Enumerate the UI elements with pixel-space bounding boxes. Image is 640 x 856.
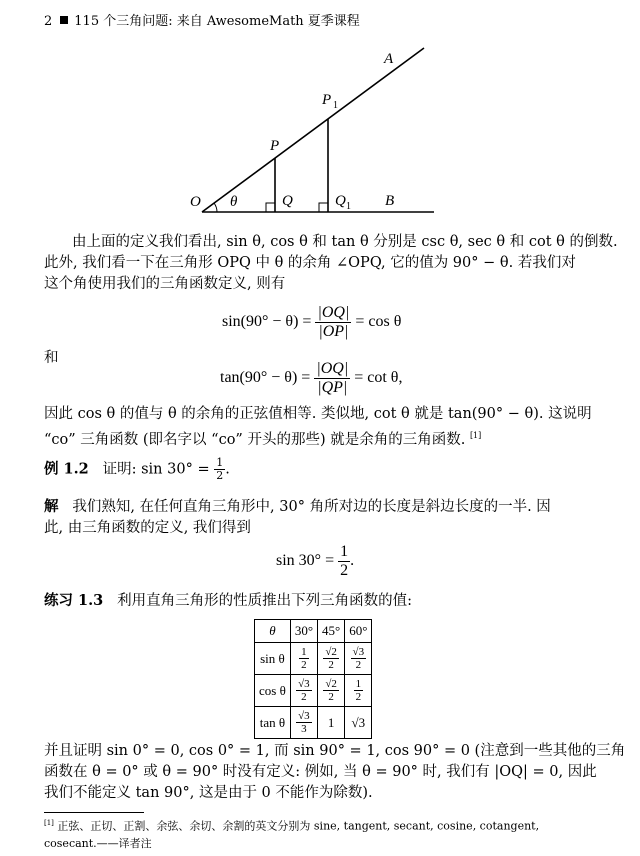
solution-line1: 我们熟知, 在任何直角三角形中, 30° 角所对边的长度是斜边长度的一半. 因: [72, 499, 551, 515]
page-number: 2: [44, 14, 53, 29]
solution-label: 解: [44, 498, 59, 515]
table-cell: [318, 643, 345, 675]
eq1-lhs: sin(90° − θ) =: [222, 313, 312, 331]
table-cell: [318, 675, 345, 707]
example-text: 证明: sin 30° =: [102, 461, 210, 478]
cell-den: 2: [355, 691, 362, 703]
example-label: 例 1.2: [44, 460, 89, 478]
cell-num: 1: [301, 646, 307, 658]
eq2-lhs: tan(90° − θ) =: [220, 369, 311, 387]
eq1-numerator: |OQ|: [317, 304, 350, 321]
label-o: O: [190, 194, 201, 210]
paragraph-definitions: [44, 232, 618, 295]
table-cell: [290, 643, 317, 675]
para3-line2: 函数在 θ = 0° 或 θ = 90° 时没有定义: 例如, 当 θ = 90° 时, 我们有 |OQ| = 0, 因此: [44, 764, 597, 780]
footnote-mark: [1]: [44, 819, 54, 827]
table-row: [255, 707, 372, 739]
footnote-divider: [44, 812, 144, 813]
label-p: P: [270, 138, 280, 154]
cell-num: √2: [325, 646, 337, 658]
angle-arc: [214, 203, 217, 212]
paragraph-co-functions: [44, 404, 592, 451]
eq2-rhs: = cot θ,: [354, 369, 403, 387]
label-a: A: [384, 51, 394, 67]
table-header-cell: 30°: [290, 620, 317, 643]
running-title: 115 个三角问题: 来自 AwesomeMath 夏季课程: [74, 14, 360, 29]
triangle-figure: [0, 0, 640, 230]
eq1-fraction: [315, 304, 351, 341]
footnote-line2: cosecant.——译者注: [44, 836, 152, 850]
solution: [44, 496, 551, 539]
equation-sin-complement: [222, 304, 401, 341]
right-angle-q: [266, 203, 275, 212]
trig-values-table: [254, 619, 372, 739]
eq3-fraction: [338, 543, 350, 580]
cell-den: 3: [301, 723, 307, 735]
eq2-fraction: [314, 360, 350, 397]
table-row: [255, 643, 372, 675]
ray-oa: [202, 48, 424, 212]
cell-num: 1: [355, 678, 362, 690]
table-cell: [345, 643, 372, 675]
label-q: Q: [282, 193, 293, 209]
equation-tan-complement: [220, 360, 402, 397]
para2-line2: “co” 三角函数 (即名字以 “co” 开头的那些) 就是余角的三角函数.: [44, 431, 466, 448]
cell-den: 2: [328, 659, 334, 671]
example-frac-den: 2: [216, 469, 224, 482]
solution-line2: 此, 由三角函数的定义, 我们得到: [44, 520, 251, 536]
table-row: [255, 675, 372, 707]
table-cell: 1: [318, 707, 345, 739]
cell-num: √3: [352, 646, 365, 658]
cell-num: √3: [298, 678, 310, 690]
row-label: tan θ: [255, 707, 291, 739]
table-cell: [345, 675, 372, 707]
footnote-ref: [1]: [469, 431, 482, 440]
right-angle-q1: [319, 203, 328, 212]
example-end: .: [225, 461, 230, 478]
label-p1-sub: 1: [333, 100, 338, 111]
eq3-end: .: [350, 552, 355, 570]
eq2-numerator: |OQ|: [316, 360, 349, 377]
cell-den: 2: [355, 659, 362, 671]
eq1-rhs: = cos θ: [355, 313, 402, 331]
label-q1: Q: [335, 193, 346, 209]
para1-line3: 这个角使用我们的三角函数定义, 则有: [44, 276, 286, 292]
label-theta: θ: [230, 194, 238, 210]
table-header-cell: θ: [255, 620, 291, 643]
exercise-label: 练习 1.3: [44, 592, 104, 609]
table-cell: [290, 675, 317, 707]
table-cell: √3: [345, 707, 372, 739]
cell-num: √2: [325, 678, 337, 690]
label-q1-sub: 1: [346, 201, 351, 212]
label-b: B: [385, 193, 395, 209]
para3-line1: 并且证明 sin 0° = 0, cos 0° = 1, 而 sin 90° = 1, cos 90° = 0 (注意到一些其他的三角: [44, 743, 626, 759]
paragraph-special-values: [44, 741, 625, 804]
cell-den: 2: [301, 691, 307, 703]
footnote-line1: 正弦、正切、正割、余弦、余切、余割的英文分别为 sine, tangent, secant, cosine, cotangent,: [57, 819, 540, 833]
row-label: sin θ: [255, 643, 291, 675]
table-header-row: [255, 620, 372, 643]
para1-line2: 此外, 我们看一下在三角形 OPQ 中 θ 的余角 ∠OPQ, 它的值为 90° − θ. 若我们对: [44, 255, 576, 271]
table-header-cell: 60°: [345, 620, 372, 643]
equation-sin30: [276, 543, 354, 580]
row-label: cos θ: [255, 675, 291, 707]
example-frac-num: 1: [216, 456, 224, 469]
cell-num: √3: [298, 710, 310, 722]
exercise-1-3: [44, 590, 412, 612]
cell-den: 2: [301, 659, 307, 671]
eq3-numerator: 1: [340, 543, 349, 560]
eq3-lhs: sin 30° =: [276, 552, 335, 570]
para2-line1: 因此 cos θ 的值与 θ 的余角的正弦值相等. 类似地, cot θ 就是 tan(90° − θ). 这说明: [44, 406, 592, 422]
para1-line1: 由上面的定义我们看出, sin θ, cos θ 和 tan θ 分别是 csc θ, sec θ 和 cot θ 的倒数.: [72, 234, 618, 250]
table-cell: [290, 707, 317, 739]
cell-den: 2: [328, 691, 334, 703]
exercise-text: 利用直角三角形的性质推出下列三角函数的值:: [117, 593, 412, 609]
eq3-denominator: 2: [340, 562, 349, 579]
and-word: 和: [44, 350, 59, 366]
footnote: [44, 815, 539, 852]
eq2-denominator: |QP|: [317, 379, 348, 396]
table-header-cell: 45°: [318, 620, 345, 643]
label-p1: P: [322, 92, 332, 108]
para3-line3: 我们不能定义 tan 90°, 这是由于 0 不能作为除数).: [44, 785, 373, 801]
example-fraction: [214, 457, 225, 482]
example-1-2: [44, 457, 230, 482]
eq1-denominator: |OP|: [318, 323, 349, 340]
